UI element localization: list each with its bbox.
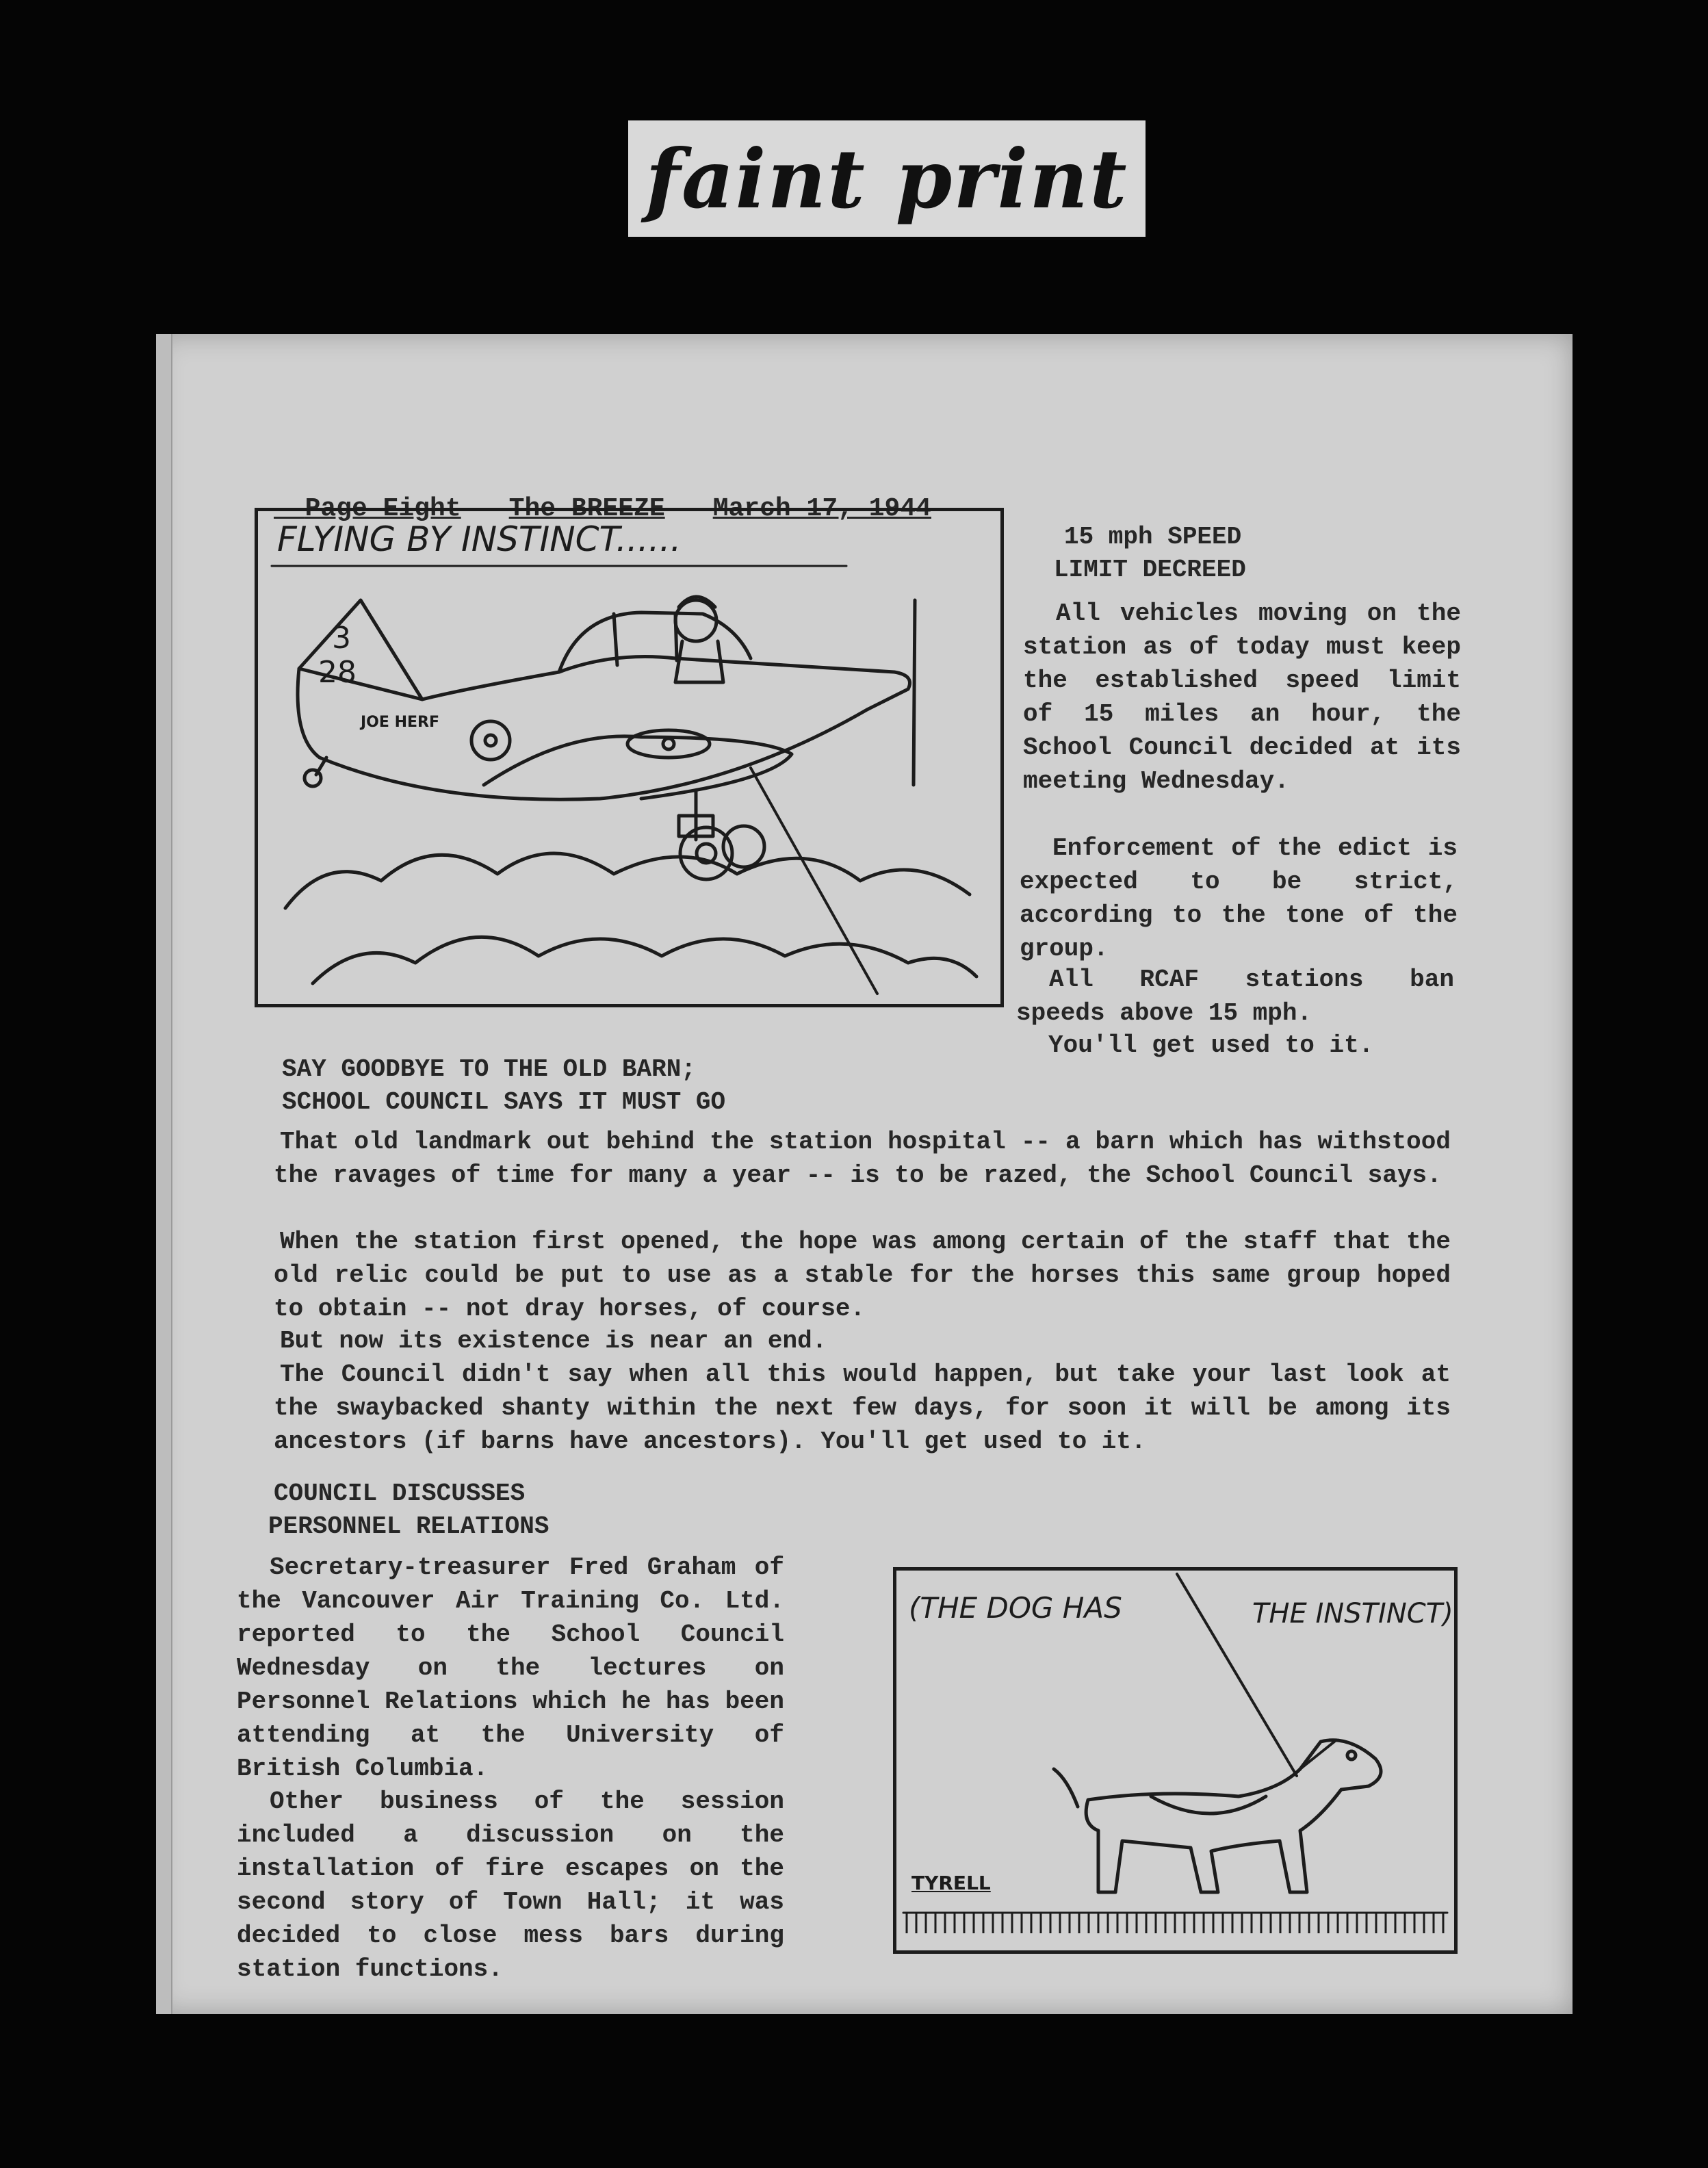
council-headline-2: PERSONNEL RELATIONS	[268, 1512, 549, 1540]
header-date: March 17, 1944	[712, 494, 931, 524]
cartoon-flying-frame	[255, 508, 1004, 1007]
cartoon-dog-frame	[893, 1567, 1458, 1954]
barn-paragraph-1: That old landmark out behind the station hospital -- a barn which has withstood the ravages of time for many a year -- is to be razed, the School Council says.	[274, 1128, 1451, 1189]
council-paragraph-1: Secretary-treasurer Fred Graham of the Vancouver Air Training Co. Ltd. reported to the School Council Wednesday on the lectures on Personnel Relations which he has been attending at the University of British Columbia.	[237, 1553, 784, 1783]
barn-headline-2: SCHOOL COUNCIL SAYS IT MUST GO	[282, 1088, 726, 1116]
council-headline-1: COUNCIL DISCUSSES	[274, 1480, 526, 1508]
tail-number-top: 3	[332, 621, 351, 656]
speed-headline-1: 15 mph SPEED	[1064, 523, 1242, 551]
cartoon-dog-caption-left: (THE DOG HAS	[909, 1591, 1122, 1625]
speed-paragraph-1: All vehicles moving on the station as of today must keep the established speed limit of 15 miles an hour, the School Council decided at its meeting Wednesday.	[1023, 599, 1461, 795]
speed-headline-2: LIMIT DECREED	[1054, 556, 1246, 584]
cartoon-flying-caption: FLYING BY INSTINCT......	[277, 519, 682, 559]
tail-number-bottom: 28	[318, 655, 357, 690]
airplane-illustration	[258, 511, 1000, 1004]
barn-paragraph-4: The Council didn't say when all this would happen, but take your last look at the swaybacked shanty within the next few days, for soon it will be among its ancestors (if barns have ancestors). You'll get used to it.	[274, 1360, 1451, 1456]
fuselage-name: JOE HERF	[361, 714, 439, 731]
barn-paragraph-3: But now its existence is near an end.	[280, 1327, 827, 1355]
barn-paragraph-2: When the station first opened, the hope was among certain of the staff that the old relic could be put to use as a stable for the horses this same group hoped to obtain -- not dray horses, of course.	[274, 1228, 1451, 1323]
speed-paragraph-4: You'll get used to it.	[1048, 1031, 1374, 1059]
speed-paragraph-3: All RCAF stations ban speeds above 15 mph.	[1016, 966, 1454, 1027]
cartoon-signature: TYRELL	[911, 1872, 991, 1894]
council-paragraph-2: Other business of the session included a discussion on the installation of fire escapes on the second story of Town Hall; it was decided to close mess bars during station functions.	[237, 1788, 784, 1983]
header-paper: The BREEZE	[508, 494, 665, 524]
header-page: Page Eight	[305, 494, 461, 524]
cartoon-dog-caption-right: THE INSTINCT)	[1252, 1598, 1453, 1629]
barn-headline-1: SAY GOODBYE TO THE OLD BARN;	[282, 1055, 696, 1083]
speed-paragraph-2: Enforcement of the edict is expected to be strict, according to the tone of the group.	[1020, 834, 1458, 963]
faint-print-text: faint print	[645, 131, 1128, 227]
faint-print-label	[628, 120, 1146, 237]
page-edge	[156, 334, 172, 2014]
